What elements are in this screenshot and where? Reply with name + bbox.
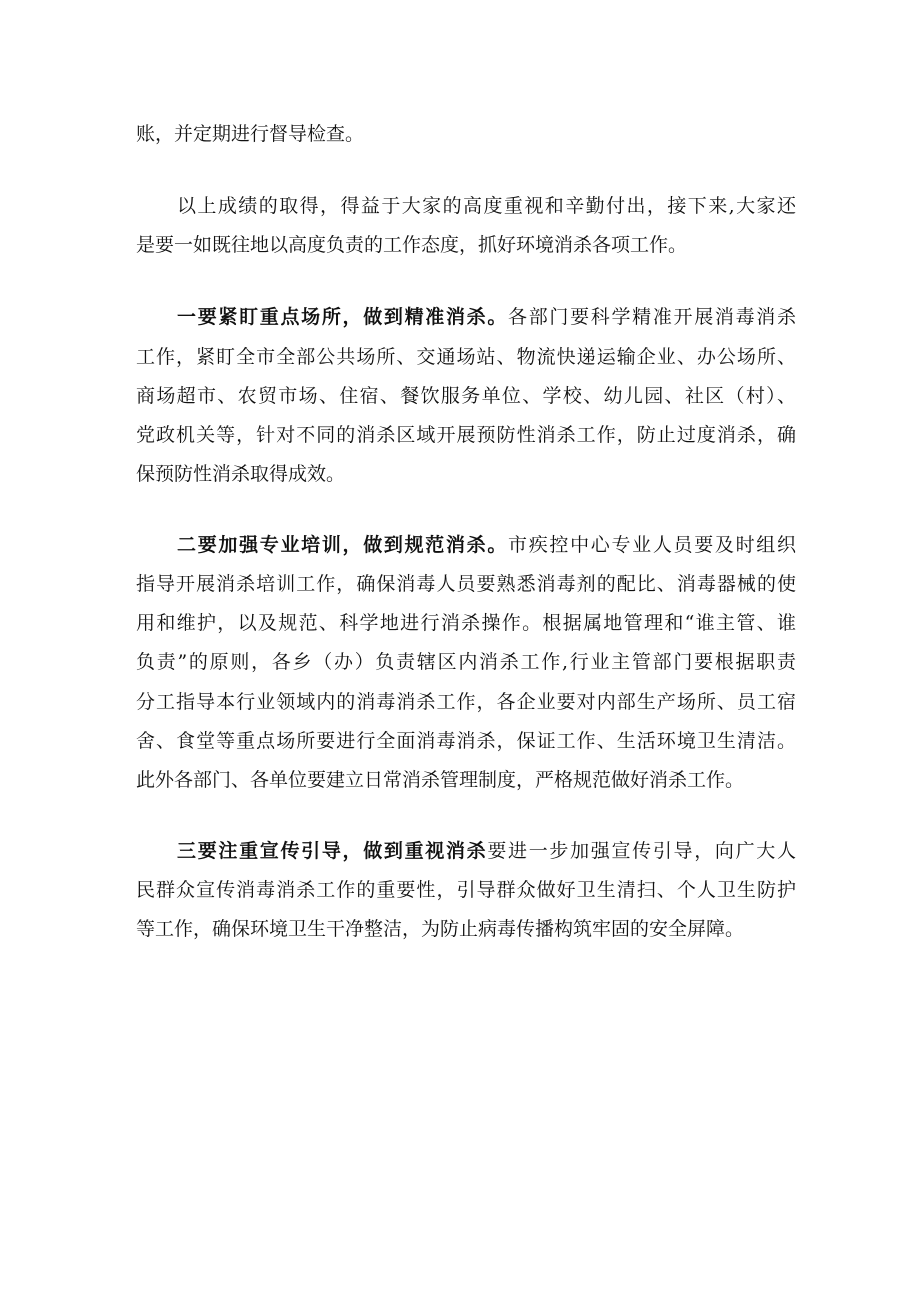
paragraph-line (136, 457, 796, 491)
section-heading: 三要注重宣传引导，做到重视消杀 (177, 840, 488, 862)
paragraph-line (136, 645, 796, 679)
paragraph-line (136, 606, 796, 640)
paragraph-line (136, 340, 796, 374)
paragraph-line (136, 912, 796, 946)
paragraph-line (136, 228, 796, 262)
text-run: 用和维护，以及规范、科学地进行消杀操作。根据属地管理和“谁主管、谁 (136, 612, 796, 634)
text-run: 是要一如既往地以高度负责的工作态度，抓好环境消杀各项工作。 (136, 234, 688, 256)
paragraph-line (136, 117, 796, 151)
text-run: 商场超市、农贸市场、住宿、餐饮服务单位、学校、幼儿园、社区（村）、 (136, 385, 796, 407)
text-run: 舍、食堂等重点场所要进行全面消毒消杀，保证工作、生活环境卫生清洁。 (136, 730, 796, 752)
paragraph-line (136, 724, 796, 758)
text-run: 工作，紧盯全市全部公共场所、交通场站、物流快递运输企业、办公场所、 (136, 346, 796, 368)
text-run: 等工作，确保环境卫生干净整洁，为防止病毒传播构筑牢固的安全屏障。 (136, 918, 745, 940)
text-run: 保预防性消杀取得成效。 (136, 463, 346, 485)
text-run: 市疾控中心专业人员要及时组织 (508, 534, 796, 556)
paragraph-line (136, 685, 796, 719)
section-heading: 二要加强专业培训，做到规范消杀。 (177, 534, 509, 556)
paragraph-line (136, 418, 796, 452)
paragraph-line (136, 763, 796, 797)
paragraph-line (136, 873, 796, 907)
paragraph-line (177, 834, 796, 868)
text-run: 党政机关等，针对不同的消杀区域开展预防性消杀工作，防止过度消杀，确 (136, 424, 796, 446)
text-run: 此外各部门、各单位要建立日常消杀管理制度，严格规范做好消杀工作。 (136, 769, 745, 791)
text-run: 民群众宣传消毒消杀工作的重要性，引导群众做好卫生清扫、个人卫生防护 (136, 879, 796, 901)
paragraph-line (177, 528, 796, 562)
text-run: 分工指导本行业领域内的消毒消杀工作，各企业要对内部生产场所、员工宿 (136, 691, 796, 713)
paragraph-line (177, 189, 796, 223)
text-run: 账，并定期进行督导检查。 (136, 123, 365, 145)
section-heading: 一要紧盯重点场所，做到精准消杀。 (177, 306, 509, 328)
paragraph-line (136, 379, 796, 413)
paragraph-line (136, 567, 796, 601)
text-run: 以上成绩的取得，得益于大家的高度重视和辛勤付出，接下来,大家还 (177, 195, 796, 217)
paragraph-line (177, 300, 796, 334)
text-run: 要进一步加强宣传引导，向广大人 (487, 840, 796, 862)
text-run: 各部门要科学精准开展消毒消杀 (508, 306, 796, 328)
text-run: 指导开展消杀培训工作，确保消毒人员要熟悉消毒剂的配比、消毒器械的使 (136, 573, 796, 595)
text-run: 负责”的原则，各乡（办）负责辖区内消杀工作,行业主管部门要根据职责 (136, 651, 796, 673)
